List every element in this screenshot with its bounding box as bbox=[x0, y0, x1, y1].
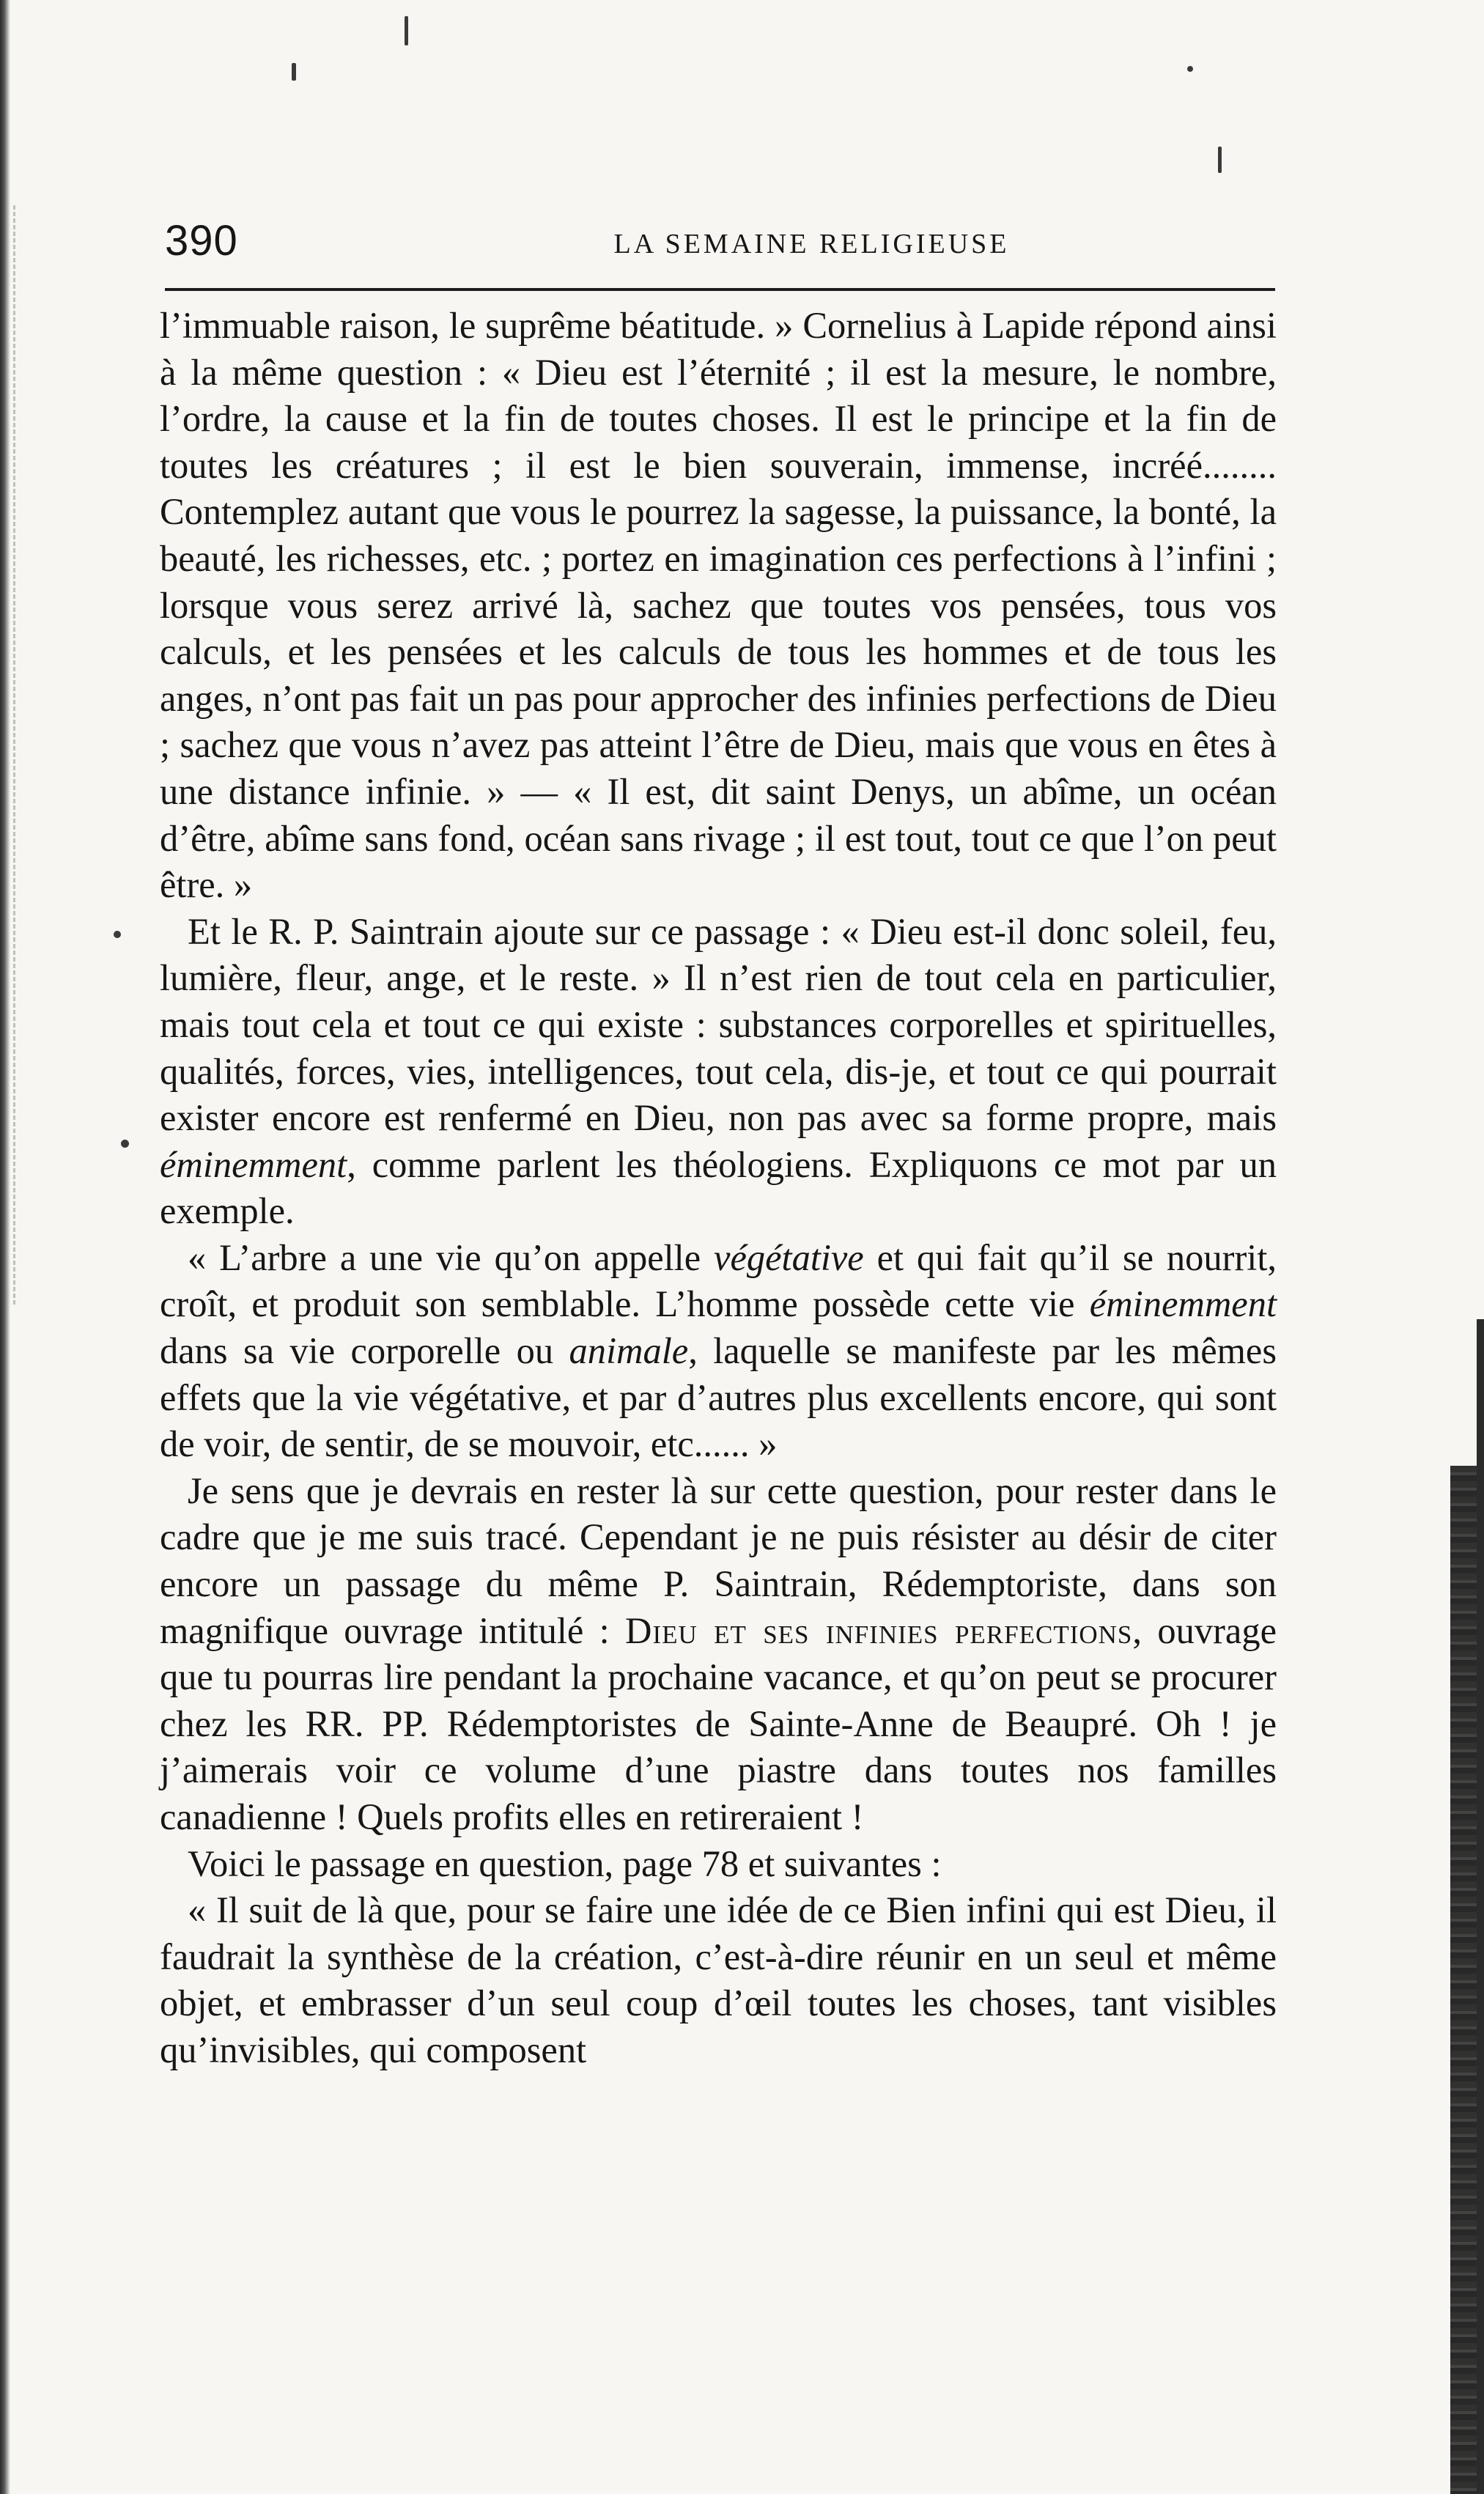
page-header bbox=[165, 216, 1275, 275]
scan-speck bbox=[121, 1140, 129, 1148]
paragraph-3-text-a: « L’arbre a une vie qu’on appelle bbox=[188, 1236, 715, 1278]
scan-left-edge bbox=[0, 0, 10, 2494]
paragraph-3-emphasis-1: végétative bbox=[714, 1236, 864, 1278]
paragraph-3-text-b: et qui fait qu’il se nourrit, croît, et produit son semblable. L’homme possède cette vie bbox=[160, 1236, 1277, 1325]
paragraph-2-emphasis: éminemment bbox=[160, 1143, 347, 1185]
scan-speck bbox=[114, 931, 121, 938]
book-title: Dieu et ses infinies perfections bbox=[625, 1609, 1133, 1651]
scan-speck bbox=[1218, 147, 1222, 173]
body-text bbox=[160, 303, 1277, 2074]
paragraph-2-text-b: , comme parlent les théologiens. Expliquons ce mot par un exemple. bbox=[160, 1143, 1277, 1232]
paragraph-4 bbox=[160, 1468, 1277, 1841]
scan-speck bbox=[1187, 66, 1193, 72]
paragraph-4-text-a: Je sens que je devrais en rester là sur cette question, pour rester dans le cadre que je me suis tracé. Cependant je ne puis résister au désir de citer encore un passage du même P. Saintrain, Rédemptoriste, dans son magnifique ouvrage intitulé : bbox=[160, 1469, 1277, 1651]
paragraph-3-emphasis-2: éminemment bbox=[1089, 1283, 1277, 1325]
scan-binding-shadow bbox=[1450, 1466, 1477, 2494]
scan-speck bbox=[405, 16, 408, 45]
running-title: LA SEMAINE RELIGIEUSE bbox=[613, 229, 1010, 259]
paragraph-6: « Il suit de là que, pour se faire une idée de ce Bien infini qui est Dieu, il faudrait la synthèse de la création, c’est-à-dire réunir en un seul et même objet, et embrasser d’un seul coup d’œil toutes les choses, tant visibles qu’invisibles, qui composent bbox=[160, 1889, 1277, 2070]
paragraph-1: l’immuable raison, le suprême béatitude. » Cornelius à Lapide répond ainsi à la même question : « Dieu est l’éternité ; il est la mesure, le nombre, l’ordre, la cause et la fin de toutes choses. Il est le principe et la fin de toutes les créatures ; il est le bien souverain, immense, incréé........ Contemplez autant que vous le pourrez la sagesse, la puissance, la bonté, la beauté, les richesses, etc. ; portez en imagination ces perfections à l’infini ; lorsque vous serez arrivé là, sachez que toutes vos pensées, tous vos calculs, et les pensées et les calculs de tous les hommes et de tous les anges, n’ont pas fait un pas pour approcher des infinies perfections de Dieu ; sachez que vous n’avez pas atteint l’être de Dieu, mais que vous en êtes à une distance infinie. » — « Il est, dit saint Denys, un abîme, un océan d’être, abîme sans fond, océan sans rivage ; il est tout, tout ce que l’on peut être. » bbox=[160, 305, 1277, 906]
paragraph-3-emphasis-3: animale bbox=[569, 1330, 689, 1372]
paragraph-3-text-c: dans sa vie corporelle ou bbox=[160, 1330, 569, 1372]
scan-speck bbox=[292, 63, 296, 81]
page-number: 390 bbox=[165, 217, 238, 265]
scan-right-edge bbox=[1477, 1319, 1484, 2494]
paragraph-5: Voici le passage en question, page 78 et suivantes : bbox=[188, 1842, 942, 1884]
paragraph-3 bbox=[160, 1235, 1277, 1468]
paragraph-4-text-b: , ouvrage que tu pourras lire pendant la prochaine vacance, et qu’on peut se procurer chez les RR. PP. Rédemptoristes de Sainte-Anne de Beaupré. Oh ! je j’aimerais voir ce volume d’une piastre dans toutes nos familles canadienne ! Quels profits elles en retireraient ! bbox=[160, 1609, 1277, 1837]
paragraph-2 bbox=[160, 909, 1277, 1235]
paragraph-2-text-a: Et le R. P. Saintrain ajoute sur ce passage : « Dieu est-il donc soleil, feu, lumière, fleur, ange, et le reste. » Il n’est rien de tout cela en particulier, mais tout cela et tout ce qui existe : substances corporelles et spirituelles, qualités, forces, vies, intelligences, tout cela, dis-je, et tout ce qui pourrait exister encore est renfermé en Dieu, non pas avec sa forme propre, mais bbox=[160, 910, 1277, 1139]
header-rule bbox=[165, 288, 1275, 291]
scan-left-specks bbox=[13, 205, 18, 1305]
paragraph-3-text-d: , laquelle se manifeste par les mêmes effets que la vie végétative, et par d’autres plus excellents encore, qui sont de voir, de sentir, de se mouvoir, etc...... » bbox=[160, 1330, 1277, 1465]
